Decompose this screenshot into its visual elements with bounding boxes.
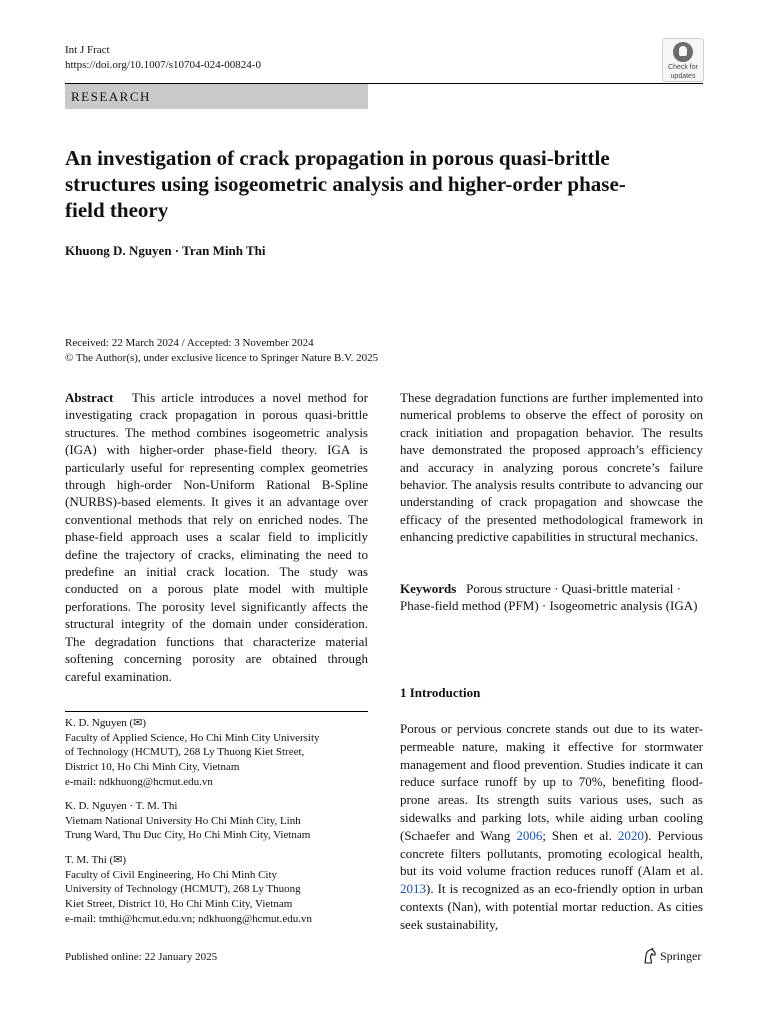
- affiliation-email[interactable]: e-mail: tmthi@hcmut.edu.vn; ndkhuong@hcmut.edu.vn: [65, 912, 312, 925]
- received-accepted: Received: 22 March 2024 / Accepted: 3 November 2024: [65, 337, 314, 349]
- section-label: RESEARCH: [65, 84, 368, 109]
- springer-horse-icon: [643, 948, 657, 964]
- introduction-text: [400, 720, 703, 934]
- intro-text-4: ). It is recognized as an eco-friendly option in urban contexts (Nan), with potential mortar reduction. As cities seek sustainability,: [400, 881, 703, 932]
- affiliation-name: K. D. Nguyen · T. M. Thi: [65, 800, 178, 812]
- citation-link[interactable]: 2013: [400, 881, 426, 897]
- article-dates: [65, 336, 378, 366]
- journal-name: Int J Fract: [65, 44, 110, 56]
- article-title: An investigation of crack propagation in porous quasi-brittle structures using isogeometric analysis and higher-order phase-field theory: [65, 146, 626, 222]
- journal-header: [65, 43, 261, 73]
- affiliation-line: Faculty of Applied Science, Ho Chi Minh City University: [65, 731, 320, 744]
- affiliation-line: Vietnam National University Ho Chi Minh City, Linh: [65, 814, 301, 827]
- affiliation-line: Kiet Street, District 10, Ho Chi Minh City, Vietnam: [65, 898, 293, 911]
- affiliation-name: K. D. Nguyen (✉): [65, 717, 147, 729]
- keywords: [400, 580, 703, 615]
- affiliation-line: Trung Ward, Thu Duc City, Ho Chi Minh City, Vietnam: [65, 829, 311, 842]
- abstract-label: Abstract: [65, 390, 114, 405]
- publisher-logo: [643, 948, 701, 964]
- affiliation-line: District 10, Ho Chi Minh City, Vietnam: [65, 761, 240, 774]
- badge-text-2: updates: [670, 73, 696, 80]
- affiliation-2: [65, 799, 368, 843]
- published-date: Published online: 22 January 2025: [65, 951, 218, 963]
- abstract-left: [65, 389, 368, 685]
- abstract-right: These degradation functions are further implemented into numerical problems to observe the effect of porosity on crack initiation and propagation behavior. The results have demonstrated the proposed approach’s efficiency and accuracy in analyzing porous concrete’s failure behavior. The analysis results contribute to advancing our understanding of crack propagation and showcase the efficacy of the presented methodological framework in enhancing predictive capabilities in structural mechanics.: [400, 390, 703, 545]
- citation-link[interactable]: 2006: [516, 827, 543, 843]
- affiliation-rule: [65, 711, 368, 712]
- affiliation-line: University of Technology (HCMUT), 268 Ly Thuong: [65, 883, 301, 896]
- check-for-updates-badge[interactable]: [662, 38, 704, 82]
- intro-text-2: ; Shen et al.: [542, 827, 618, 843]
- author-list[interactable]: Khuong D. Nguyen · Tran Minh Thi: [65, 243, 266, 258]
- affiliation-email[interactable]: e-mail: ndkhuong@hcmut.edu.vn: [65, 775, 213, 788]
- keywords-text: Porous structure · Quasi-brittle material · Phase-field method (PFM) · Isogeometric analysis (IGA): [400, 581, 698, 614]
- affiliation-line: Faculty of Civil Engineering, Ho Chi Minh City: [65, 868, 278, 881]
- intro-text-1: Porous or pervious concrete stands out due to its water-permeable nature, making it effective for stormwater management and flood prevention. Studies indicate it can reduce surface runoff by up to 70%, benefiting flood-prone areas. Its strength suits various uses, such as sidewalks and parking lots, while aiding urban cooling (Schaefer and Wang: [400, 721, 703, 843]
- introduction-heading: 1 Introduction: [400, 685, 481, 700]
- bookmark-icon: [673, 42, 693, 62]
- publisher-name: Springer: [660, 948, 702, 963]
- affiliation-name: T. M. Thi (✉): [65, 854, 127, 866]
- affiliation-1: [65, 716, 368, 790]
- keywords-label: Keywords: [400, 581, 457, 596]
- affiliation-line: of Technology (HCMUT), 268 Ly Thuong Kiet Street,: [65, 746, 305, 759]
- affiliation-3: [65, 853, 368, 927]
- badge-text-1: Check for: [668, 64, 698, 71]
- copyright-line: © The Author(s), under exclusive licence to Springer Nature B.V. 2025: [65, 352, 379, 364]
- abstract-text-left: This article introduces a novel method for investigating crack propagation in porous quasi-brittle structures. The method combines isogeometric analysis (IGA) with higher-order phase-field theory. IGA is particularly useful for representing complex geometries through high-order Non-Uniform Rational B-Spline (NURBS)-based elements. It gives it an advantage over conventional methods that rely on enriched nodes. The phase-field approach uses a scalar field to implicitly define the trajectory of cracks, eliminating the need to predefine an initial crack location. The study was conducted on a porous plate model with multiple perforations. The porosity level significantly affects the structural integrity of the domain under consideration. The degradation functions that characterize material softening concerning porosity are obtained through careful examination.: [65, 390, 368, 684]
- intro-text-3: ). Pervious concrete filters pollutants, promoting ecological health, but its void volume fraction reduces runoff (Alam et al.: [400, 827, 703, 879]
- citation-link[interactable]: 2020: [617, 827, 644, 843]
- doi-link[interactable]: https://doi.org/10.1007/s10704-024-00824-0: [65, 59, 261, 71]
